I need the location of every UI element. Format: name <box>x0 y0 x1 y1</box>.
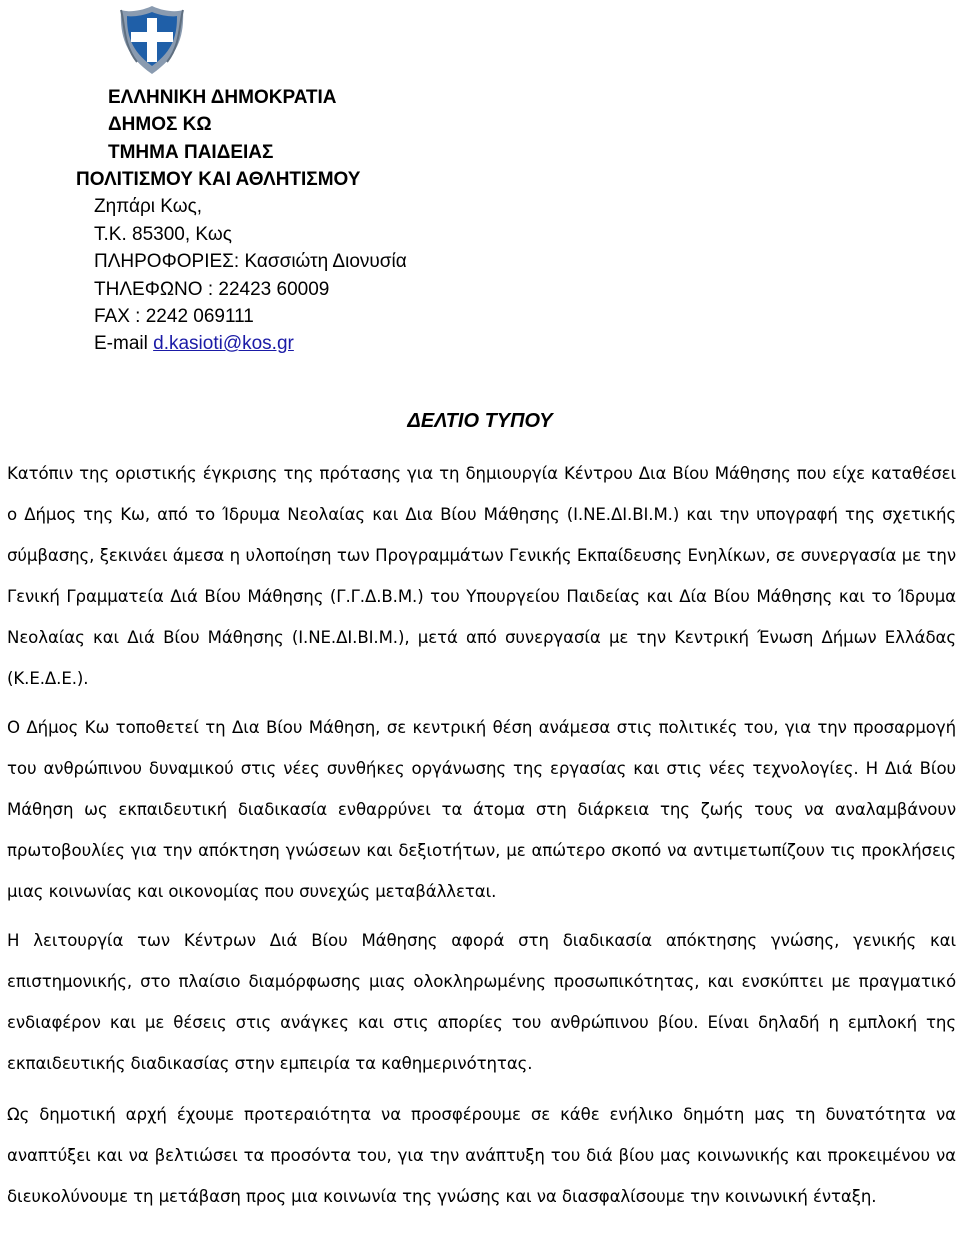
document-title: ΔΕΛΤΙΟ ΤΥΠΟΥ <box>407 410 553 432</box>
email-label: E-mail <box>94 333 154 354</box>
paragraph-4: Ως δημοτική αρχή έχουμε προτεραιότητα να προσφέρουμε σε κάθε ενήλικο δημότη μας τη δυνατότητα να αναπτύξει και να βελτιώσει τα προσόντα του, για την ανάπτυξη του διά βίου μας κοινωνικής και προκειμένου να διευκολύνουμε τη μετάβαση προς μια κοινωνία της γνώσης και να διασφαλίσουμε την κοινωνική ένταξη. <box>7 1105 956 1206</box>
header-email-line <box>94 333 294 355</box>
header-postal-code: Τ.Κ. 85300, Κως <box>94 224 232 245</box>
paragraph-1: Κατόπιν της οριστικής έγκρισης της πρότασης για τη δημιουργία Κέντρου Δια Βίου Μάθησης που είχε καταθέσει ο Δήμος της Κω, από το Ίδρυμα Νεολαίας και Δια Βίου Μάθησης (Ι.ΝΕ.ΔΙ.ΒΙ.Μ.) και την υπογραφή της σχετικής σύμβασης, ξεκινάει άμεσα η υλοποίηση των Προγραμμάτων Γενικής Εκπαίδευσης Ενηλίκων, σε συνεργασία με την Γενική Γραμματεία Διά Βίου Μάθησης (Γ.Γ.Δ.Β.Μ.) του Υπουργείου Παιδείας και Δία Βίου Μάθησης και το Ίδρυμα Νεολαίας και Διά Βίου Μάθησης (Ι.ΝΕ.ΔΙ.ΒΙ.Μ.), μετά από συνεργασία με την Κεντρική Ένωση Δήμων Ελλάδας (Κ.Ε.Δ.Ε.). <box>7 464 956 688</box>
header-contact-person: ΠΛΗΡΟΦΟΡΙΕΣ: Κασσιώτη Διονυσία <box>94 251 407 272</box>
header-address: Ζηπάρι Κως, <box>94 196 203 217</box>
header-department: ΤΜΗΜΑ ΠΑΙΔΕΙΑΣ <box>108 142 274 163</box>
header-municipality: ΔΗΜΟΣ ΚΩ <box>108 114 212 135</box>
header-fax: FAX : 2242 069111 <box>94 306 254 327</box>
header-republic: ΕΛΛΗΝΙΚΗ ΔΗΜΟΚΡΑΤΙΑ <box>108 87 337 108</box>
email-link[interactable]: d.kasioti@kos.gr <box>153 333 294 354</box>
header-phone: ΤΗΛΕΦΩΝΟ : 22423 60009 <box>94 279 330 300</box>
header-department-cont: ΠΟΛΙΤΙΣΜΟΥ ΚΑΙ ΑΘΛΗΤΙΣΜΟΥ <box>76 169 361 190</box>
paragraph-2: Ο Δήμος Κω τοποθετεί τη Δια Βίου Μάθηση, σε κεντρική θέση ανάμεσα στις πολιτικές του, για την προσαρμογή του ανθρώπινου δυναμικού στις νέες συνθήκες οργάνωσης της εργασίας και στις νέες τεχνολογίες. Η Διά Βίου Μάθηση ως εκπαιδευτική διαδικασία ενθαρρύνει τα άτομα στη διάρκεια της ζωής τους να αναλαμβάνουν πρωτοβουλίες για την απόκτηση γνώσεων και δεξιοτήτων, με απώτερο σκοπό να αντιμετωπίζουν τις προκλήσεις μιας κοινωνίας και οικονομίας που συνεχώς μεταβάλλεται. <box>7 718 956 901</box>
paragraph-3: Η λειτουργία των Κέντρων Διά Βίου Μάθησης αφορά στη διαδικασία απόκτησης γνώσης, γενικής και επιστημονικής, στο πλαίσιο διαμόρφωσης μιας ολοκληρωμένης προσωπικότητας, και ενσκύπτει με πραγματικό ενδιαφέρον και με θέσεις στις ανάγκες και στις απορίες του ανθρώπινου βίου. Είναι δηλαδή η εμπλοκή της εκπαιδευτικής διαδικασίας στην εμπειρία τα καθημερινότητας. <box>7 931 956 1073</box>
greek-coat-of-arms-emblem <box>117 4 187 76</box>
